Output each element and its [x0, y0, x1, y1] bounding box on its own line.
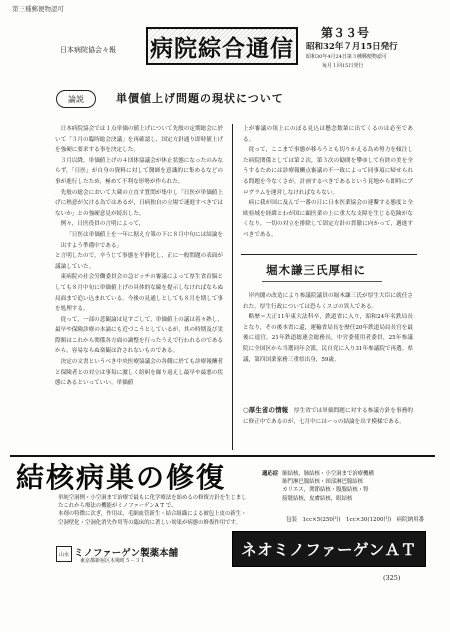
editorial-title: 単價値上げ問題の現状について: [116, 92, 284, 105]
section-rule: [241, 254, 417, 255]
editorial-paragraph: 決定の文書というべき中央医療協議会の各側に於ても診療報酬者と保険者との対立は事毎に激しく紛糾を繰り返えし最早や最悪の状態にあるといっていい。単価値: [55, 359, 223, 387]
news-title: 堀木謙三氏厚相に: [266, 263, 366, 277]
editorial-paragraph: と言明したので，辛うじて事態を平静化し，正に一般問題の表面が議論していた。: [55, 253, 223, 270]
news-body: [243, 291, 413, 391]
postal-line: 昭和30年4月24日第３種郵便物認可: [306, 54, 387, 60]
product-name: ネオミノファーゲンＡＴ: [241, 541, 417, 559]
product-banner: [232, 531, 426, 567]
editorial-paragraph: ３月以降，単価値上げの４団体協議会が休止状態になったのみならず，「日医」が自身の資料に対して醫師を意識的に集めるなどの事が進行したため，極めて不利な形勢が作られた。: [55, 157, 223, 185]
issue-date: 昭和32年７月15日発行: [306, 42, 398, 52]
publisher: 日本病院協会々報: [60, 46, 116, 54]
ministry-text: 厚生省では単価問題に対する参議方針を事務的に修正中であるのが，七月中にはーっの結論を出す模様である。: [243, 408, 413, 425]
page-number: (325): [383, 574, 401, 582]
indication-item: 肺結核，肺結核・小空洞まで治療機構: [282, 471, 374, 477]
ad-body-line: 本剤の特徴に次ぎ，作用は，毛細血管新生・結合組織による被包上皮の新生・空洞壁化・空洞化消失作用等の臨床的に著しい効果が病態の修復作用です。: [58, 511, 247, 526]
postal-mark: 第三種郵便物認可: [12, 5, 64, 13]
editorial-paragraph: 例々，日医役員の言明によって，: [60, 221, 145, 228]
company-address: 東京都新宿区木場町５－３１: [80, 558, 146, 564]
indication-item: 肺門淋巴腺結核・頸部淋巴腺結核: [282, 479, 364, 486]
editorial-paragraph: 先般の総会において大蔵の立直す質問が集中し「日医が単価値上げに熱意が欠ける為ではあるが，日病独自の立場で速進すべきではないか」との強硬意見が続出した。: [55, 189, 223, 217]
editorial-paragraph: 従って，一部の悲観論は見すごして，単価値上の議は着々熟し，最早や保険診療の本論にも近づこうとしているが，其の時期及び実際額はこれから関係各方面の調整を行ったうえで行われるのであるから，容易ならぬ楽観は許されないものである。: [55, 316, 223, 355]
ad-body: [58, 494, 248, 527]
masthead-box: [146, 27, 298, 65]
indication-item: カリエス，関節結核・腹腺結核・腎: [282, 487, 369, 494]
ad-indications: [262, 470, 432, 503]
indication-item: 膀胱結核，皮膚結核，眼結核: [282, 495, 353, 502]
ministry-title: ○厚生省の情報: [243, 406, 289, 414]
editorial-quote: 「日医は単価値上を一年に据え方策の下に８月中旬には結論を出すよう準備中である」: [60, 231, 223, 249]
company-logo: [56, 546, 72, 562]
news-paragraph: 岸内閣の改造により参議院議員の堀木謙三氏が厚生大臣に就任された。厚生行政については恐らくスゴの異人である。: [243, 293, 413, 310]
editorial-body: [55, 124, 223, 450]
column-divider: [232, 124, 233, 450]
issue-number: 第３３号: [321, 26, 370, 40]
editorial-tag-label: 論説: [68, 94, 84, 104]
news-paragraph: 略歴＝大正11年東大法科卒，鉄道省に入り，昭和24年名鉄局長となり，その後本省に還，運輸省局長を歴任20年鉄道局局長官を最後に退官，21年鉄道総連会総務長，中労委使用者委員，25年参議院に全国区から当選同年会派，民自党に入り31年参議院で再選。県議，第四国業家務三重県出身，59歳。: [243, 314, 413, 363]
schedule: 毎月１回15日発行: [322, 63, 364, 69]
ministry-info: [243, 405, 413, 449]
editorial-continuation: [243, 124, 413, 246]
editorial-paragraph: 日本病院協会では１点単価の値上げについて先般の定期総会に於いて「３月の臨時総会決議」を再確認し，国定方針通り即時値上げを強硬に要求する事を決定した。: [55, 126, 223, 154]
news-title-underline: [262, 281, 382, 282]
ad-body-line: 単純空洞例・小空洞まで治療で最もに化学療法を始めるの修復方針を生じましたこれから療法の機能がミノファーゲンA T で、: [58, 495, 247, 510]
editorial-paragraph: 東病院の社会労働委員会の急ピッチの審議によって厚生省首脳としても８月中旬に単価値上げの具体的な線を提示しなければならぬ局面まで追い込まれている。今後の見通しとしても８月を期して事を処理する。: [55, 274, 223, 313]
ad-packaging: 包装 1cc×5(250円) 1cc×30(1200円) 病院納用番: [286, 517, 425, 523]
company-mark: 山水: [58, 551, 69, 558]
indications-label: 適応症: [262, 471, 279, 477]
editorial-tag: [56, 90, 96, 108]
masthead: 病院綜合通信: [148, 30, 296, 63]
company-name: ミノファーゲン製薬本舗: [74, 548, 179, 559]
ad-headline: 結核病巣の修復: [16, 461, 227, 494]
editorial-paragraph: 従って，ここまで事態が移ろうとも切りかえる為め努力を傾注した病院関係としては第２次，第３次の勧間を攀ゆして有終の美を全うするためには診療報酬点審議の不一致によって同事項に帰せられる問題を今なくさが，計画するべきであるという見地から即時にプログラムを運営しなければならない。: [243, 147, 413, 196]
editorial-paragraph: 上が審議の俎上にのぼる見込は懸念数輩に出てくるのは必至である。: [243, 126, 413, 143]
editorial-paragraph: 病に我が国に及んで一番の日に日本医業協会の連繋する態度と全欧亜域を経緯とわが国に顕医業の上に重大な支障を生じる危険がなくなり，一切の対立を排除して固定方針の貫徹に向かって，邁進すべきである。: [243, 200, 413, 238]
